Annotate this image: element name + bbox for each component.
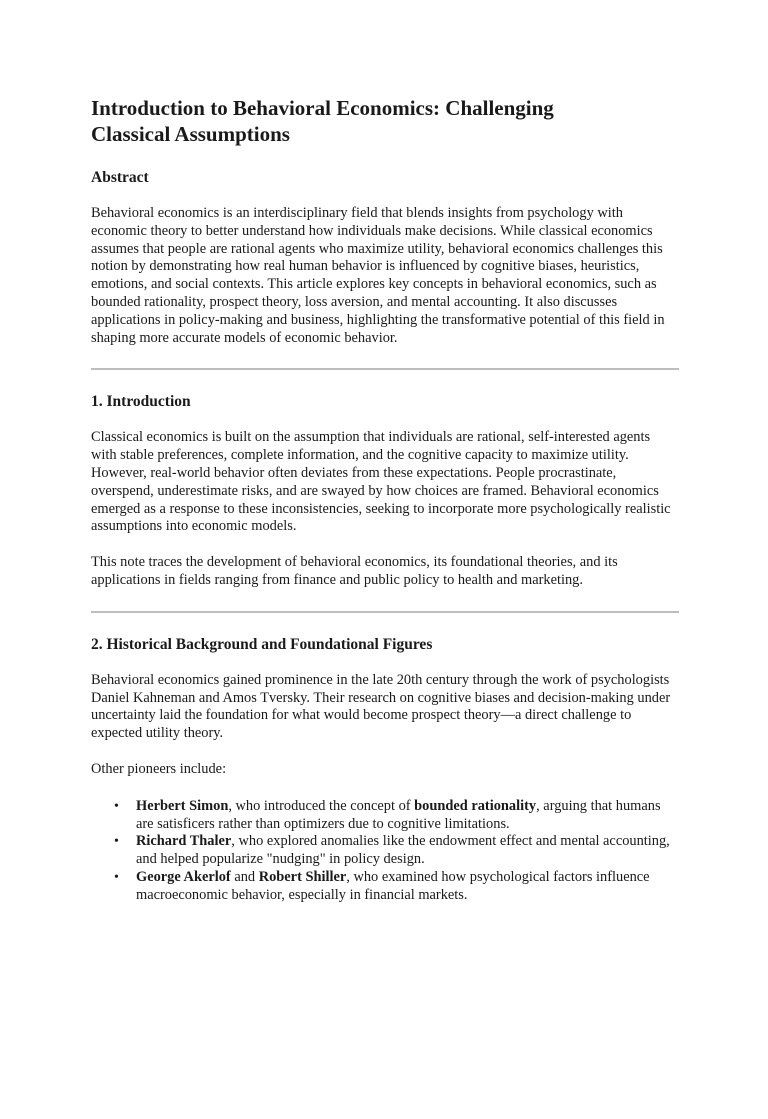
introduction-paragraph-2: This note traces the development of behavioral economics, its foundational theories, and its applications in fields ranging from finance and public policy to health and marketing. (91, 554, 618, 588)
list-item-text: , arguing that humans are satisficers rather than optimizers due to cognitive limitations. (136, 797, 661, 832)
pioneer-name: Robert Shiller (258, 868, 347, 885)
pioneer-name: George Akerlof (136, 868, 231, 885)
list-item (114, 833, 678, 869)
list-item-text: , who examined how psychological factors influence macroeconomic behavior, especially in financial markets. (136, 868, 650, 903)
history-paragraph-2: Other pioneers include: (91, 760, 227, 777)
list-item (114, 797, 678, 834)
abstract-heading: Abstract (91, 169, 149, 186)
bullet-icon: • (114, 869, 119, 885)
section-divider (91, 611, 679, 613)
pioneer-name: Herbert Simon (136, 797, 229, 814)
section-divider (91, 368, 679, 370)
bullet-icon: • (114, 834, 119, 850)
introduction-paragraph-1: Classical economics is built on the assumption that individuals are rational, self-interested agents with stable preferences, complete information, and the cognitive capacity to maximize utility. However, real-world behavior often deviates from these expectations. People procrastinate, overspend, underestimate risks, and are swayed by how choices are framed. Behavioral economics emerged as a response to these inconsistencies, seeking to incorporate more psychologically realistic assumptions into economic models. (91, 429, 671, 535)
introduction-heading: 1. Introduction (91, 393, 191, 411)
history-heading: 2. Historical Background and Foundational Figures (91, 635, 433, 653)
history-paragraph-1: Behavioral economics gained prominence in the late 20th century through the work of psychologists Daniel Kahneman and Amos Tversky. Their research on cognitive biases and decision-making under uncertainty laid the foundation for what would become prospect theory—a direct challenge to expected utility theory. (91, 671, 671, 742)
pioneers-list (91, 798, 678, 905)
document-page (0, 95, 768, 1119)
abstract-text: Behavioral economics is an interdisciplinary field that blends insights from psychology with economic theory to better understand how individuals make decisions. While classical economics assumes that people are rational agents who maximize utility, behavioral economics challenges this notion by demonstrating how real human behavior is influenced by cognitive biases, heuristics, emotions, and social contexts. This article explores key concepts in behavioral economics, such as bounded rationality, prospect theory, loss aversion, and mental accounting. It also discusses applications in policy-making and business, highlighting the transformative potential of this field in shaping more accurate models of economic behavior. (91, 205, 665, 346)
pioneer-name: Richard Thaler (136, 833, 232, 850)
list-item (114, 868, 678, 905)
key-term: bounded rationality (414, 797, 537, 814)
document-title: Introduction to Behavioral Economics: Challenging Classical Assumptions (91, 96, 554, 146)
bullet-icon: • (114, 798, 119, 814)
list-item-text: and (230, 868, 259, 885)
list-item-text: , who introduced the concept of (228, 797, 415, 814)
list-item-text: , who explored anomalies like the endowment effect and mental accounting, and helped popularize "nudging" in policy design. (136, 833, 670, 868)
